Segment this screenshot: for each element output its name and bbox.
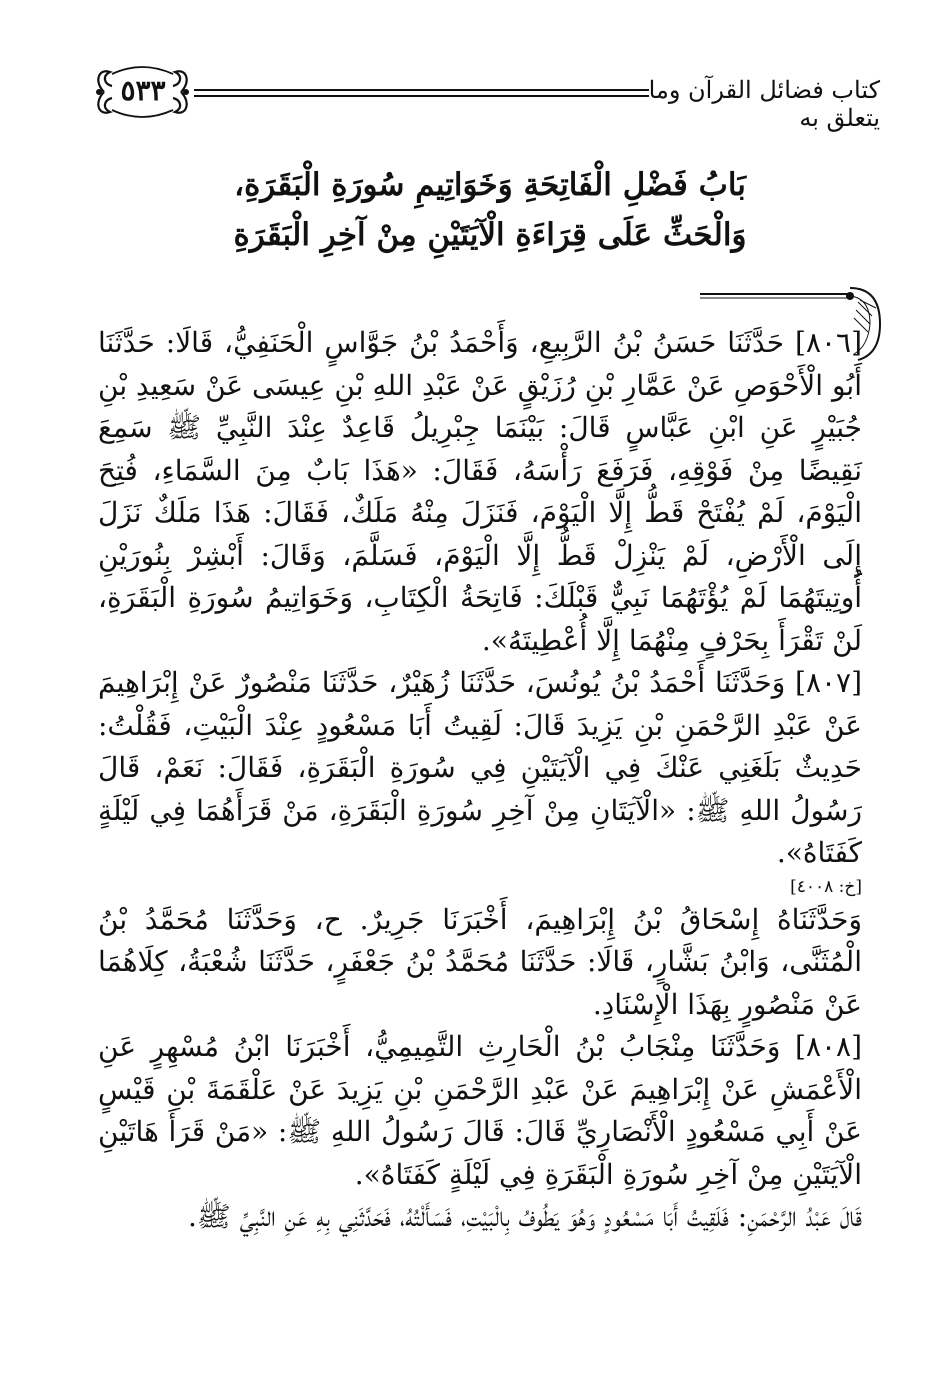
isnad-paragraph: وَحَدَّثَنَاهُ إِسْحَاقُ بْنُ إِبْرَاهِيمَ، أَخْبَرَنَا جَرِيرٌ. ح، وَحَدَّثَنَا مُحَمَّدُ بْنُ الْمُثَنَّى، وَابْنُ بَشَّارٍ، قَالَا: حَدَّثَنَا مُحَمَّدُ بْنُ جَعْفَرٍ، حَدَّثَنَا شُعْبَةُ، كِلَاهُمَا عَنْ مَنْصُورٍ بِهَذَا الْإِسْنَادِ. [98, 902, 862, 1021]
hadith-text-body [98, 322, 862, 1239]
chapter-title-line-2: وَالْحَثِّ عَلَى قِرَاءَةِ الْآيَتَيْنِ مِنْ آخِرِ الْبَقَرَةِ [233, 217, 747, 253]
hadith-paragraph-807: [٨٠٧] وَحَدَّثَنَا أَحْمَدُ بْنُ يُونُسَ، حَدَّثَنَا زُهَيْرٌ، حَدَّثَنَا مَنْصُورٌ عَنْ إِبْرَاهِيمَ عَنْ عَبْدِ الرَّحْمَنِ بْنِ يَزِيدَ قَالَ: لَقِيتُ أَبَا مَسْعُودٍ عِنْدَ الْبَيْتِ، فَقُلْتُ: حَدِيثٌ بَلَغَنِي عَنْكَ فِي الْآيَتَيْنِ فِي سُورَةِ الْبَقَرَةِ، فَقَالَ: نَعَمْ، قَالَ رَسُولُ اللهِ ﷺ: «الْآيَتَانِ مِنْ آخِرِ سُورَةِ الْبَقَرَةِ، مَنْ قَرَأَهُمَا فِي لَيْلَةٍ كَفَتَاهُ». [98, 666, 862, 869]
hadith-paragraph-808: [٨٠٨] وَحَدَّثَنَا مِنْجَابُ بْنُ الْحَارِثِ التَّمِيمِيُّ، أَخْبَرَنَا ابْنُ مُسْهِرٍ عَنِ الْأَعْمَشِ عَنْ إِبْرَاهِيمَ عَنْ عَبْدِ الرَّحْمَنِ بْنِ يَزِيدَ عَنْ عَلْقَمَةَ بْنِ قَيْسٍ عَنْ أَبِي مَسْعُودٍ الْأَنْصَارِيِّ قَالَ: قَالَ رَسُولُ اللهِ ﷺ: «مَنْ قَرَأَ هَاتَيْنِ الْآيَتَيْنِ مِنْ آخِرِ سُورَةِ الْبَقَرَةِ فِي لَيْلَةٍ كَفَتَاهُ». [98, 1030, 862, 1191]
header-rule [194, 89, 649, 97]
page-number: ٥٣٣ [120, 74, 166, 107]
chapter-title [150, 160, 830, 260]
book-title: كتاب فضائل القرآن وما يتعلق به [648, 76, 880, 132]
closing-paragraph: قَالَ عَبْدُ الرَّحْمَنِ: فَلَقِيتُ أَبَا مَسْعُودٍ وَهُوَ يَطُوفُ بِالْبَيْتِ، فَسَأَلْتُهُ، فَحَدَّثَنِي بِهِ عَنِ النَّبِيِّ ﷺ. [187, 1200, 862, 1233]
hadith-paragraph-806: [٨٠٦] حَدَّثَنَا حَسَنُ بْنُ الرَّبِيعِ، وَأَحْمَدُ بْنُ جَوَّاسٍ الْحَنَفِيُّ، قَالَا: حَدَّثَنَا أَبُو الْأَحْوَصِ عَنْ عَمَّارِ بْنِ رُزَيْقٍ عَنْ عَبْدِ اللهِ بْنِ عِيسَى عَنْ سَعِيدِ بْنِ جُبَيْرٍ عَنِ ابْنِ عَبَّاسٍ قَالَ: بَيْنَمَا جِبْرِيلُ قَاعِدٌ عِنْدَ النَّبِيِّ ﷺ سَمِعَ نَقِيضًا مِنْ فَوْقِهِ، فَرَفَعَ رَأْسَهُ، فَقَالَ: «هَذَا بَابٌ مِنَ السَّمَاءِ، فُتِحَ الْيَوْمَ، لَمْ يُفْتَحْ قَطُّ إِلَّا الْيَوْمَ، فَنَزَلَ مِنْهُ مَلَكٌ، فَقَالَ: هَذَا مَلَكٌ نَزَلَ إِلَى الْأَرْضِ، لَمْ يَنْزِلْ قَطُّ إِلَّا الْيَوْمَ، فَسَلَّمَ، وَقَالَ: أَبْشِرْ بِنُورَيْنِ أُوتِيتَهُمَا لَمْ يُؤْتَهُمَا نَبِيٌّ قَبْلَكَ: فَاتِحَةُ الْكِتَابِ، وَخَوَاتِيمُ سُورَةِ الْبَقَرَةِ، لَنْ تَقْرَأَ بِحَرْفٍ مِنْهُمَا إِلَّا أُعْطِيتَهُ». [98, 326, 862, 657]
bukhari-reference: [خ: ٤٠٠٨] [790, 876, 862, 897]
page-header [90, 62, 880, 132]
chapter-title-line-1: بَابُ فَضْلِ الْفَاتِحَةِ وَخَوَاتِيمِ سُورَةِ الْبَقَرَةِ، [234, 167, 746, 203]
